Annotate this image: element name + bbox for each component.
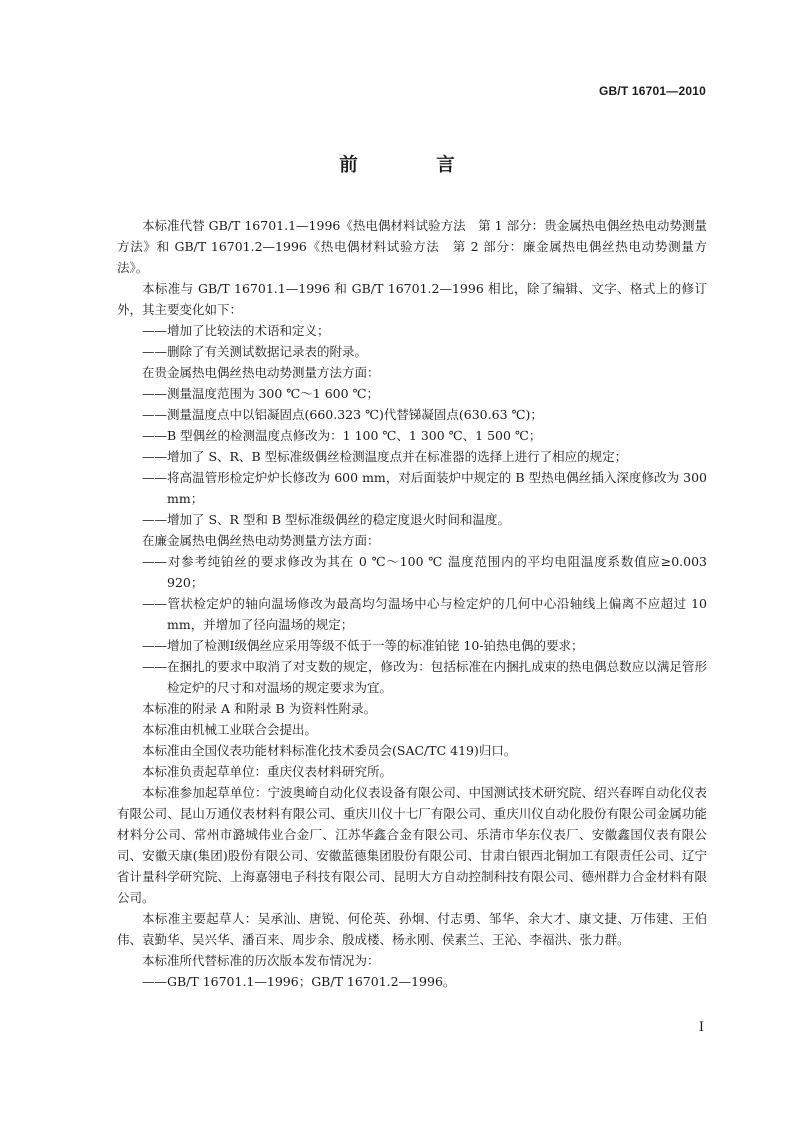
dash-bullet: ——: [142, 428, 167, 443]
dash-bullet: ——: [142, 407, 167, 422]
paragraph-text: 在贵金属热电偶丝热电动势测量方法方面：: [142, 365, 380, 380]
paragraph-text: B 型偶丝的检测温度点修改为：1 100 ℃、1 300 ℃、1 500 ℃；: [167, 428, 542, 443]
dash-bullet: ——: [142, 323, 167, 338]
list-item: [142, 467, 707, 509]
dash-bullet: ——: [142, 554, 167, 569]
paragraph-text: 增加了 S、R、B 型标准级偶丝检测温度点并在标准器的选择上进行了相应的规定；: [167, 449, 628, 464]
paragraph: [117, 530, 707, 551]
document-body: [117, 215, 707, 992]
paragraph-text: 将高温管形检定炉炉长修改为 600 mm，对后面装炉中规定的 B 型热电偶丝插入深度修改为 300 mm；: [167, 470, 707, 506]
paragraph: [117, 740, 707, 761]
paragraph-text: 删除了有关测试数据记录表的附录。: [167, 344, 368, 359]
paragraph: [117, 278, 707, 320]
paragraph-text: 增加了检测Ⅰ级偶丝应采用等级不低于一等的标准铂铑 10-铂热电偶的要求；: [167, 638, 584, 653]
paragraph-text: 本标准与 GB/T 16701.1—1996 和 GB/T 16701.2—1996 相比，除了编辑、文字、格式上的修订外，其主要变化如下：: [117, 281, 707, 317]
list-item: [142, 509, 707, 530]
paragraph-text: 本标准代替 GB/T 16701.1—1996《热电偶材料试验方法 第 1 部分：贵金属热电偶丝热电动势测量方法》和 GB/T 16701.2—1996《热电偶材料试验方法 第 2 部分：廉金属热电偶丝热电动势测量方法》。: [117, 218, 707, 275]
standard-number: GB/T 16701—2010: [598, 84, 706, 98]
paragraph: [117, 950, 707, 971]
dash-bullet: ——: [142, 638, 167, 653]
list-item: [142, 635, 707, 656]
paragraph-text: 在廉金属热电偶丝热电动势测量方法方面：: [142, 533, 380, 548]
paragraph: [117, 719, 707, 740]
dash-bullet: ——: [142, 344, 167, 359]
list-item: [142, 341, 707, 362]
paragraph-text: 本标准参加起草单位：宁波奥崎自动化仪表设备有限公司、中国测试技术研究院、绍兴春晖自动化仪表有限公司、昆山万通仪表材料有限公司、重庆川仪十七厂有限公司、重庆川仪自动化股份有限公司金属功能材料分公司、常州市潞城伟业合金厂、江苏华鑫合金有限公司、乐清市华东仪表厂、安徽鑫国仪表有限公司、安徽天康(集团)股份有限公司、安徽蓝德集团股份有限公司、甘肃白银西北铜加工有限责任公司、辽宁省计量科学研究院、上海嘉翎电子科技有限公司、昆明大方自动控制科技有限公司、德州群力合金材料有限公司。: [117, 785, 707, 905]
list-item: [142, 656, 707, 698]
paragraph: [117, 761, 707, 782]
list-item: [142, 404, 707, 425]
list-item: [142, 383, 707, 404]
dash-bullet: ——: [142, 386, 167, 401]
list-item: [142, 320, 707, 341]
dash-bullet: ——: [142, 512, 167, 527]
paragraph: [117, 782, 707, 908]
paragraph: [117, 215, 707, 278]
list-item: [142, 593, 707, 635]
paragraph-text: 测量温度点中以铝凝固点(660.323 ℃)代替锑凝固点(630.63 ℃)；: [167, 407, 543, 422]
list-item: [142, 551, 707, 593]
list-item: [142, 446, 707, 467]
list-item: [142, 971, 707, 992]
paragraph-text: 本标准主要起草人：吴承汕、唐锐、何伦英、孙炯、付志勇、邹华、余大才、康文捷、万伟建、王伯伟、袁勤华、吴兴华、潘百来、周步余、殷成楼、杨永刚、侯素兰、王沁、李福洪、张力群。: [117, 911, 707, 947]
paragraph-text: 本标准所代替标准的历次版本发布情况为：: [142, 953, 380, 968]
paragraph-text: 本标准负责起草单位：重庆仪表材料研究所。: [142, 764, 393, 779]
paragraph-text: 增加了比较法的术语和定义；: [167, 323, 330, 338]
paragraph-text: 在捆扎的要求中取消了对支数的规定，修改为：包括标准在内捆扎成束的热电偶总数应以满足管形检定炉的尺寸和对温场的规定要求为宜。: [167, 659, 707, 695]
page-number: Ⅰ: [698, 1020, 704, 1035]
paragraph-text: GB/T 16701.1—1996；GB/T 16701.2—1996。: [167, 974, 456, 989]
list-item: [142, 425, 707, 446]
paragraph: [117, 698, 707, 719]
paragraph-text: 对参考纯铂丝的要求修改为其在 0 ℃～100 ℃ 温度范围内的平均电阻温度系数值应≥0.003 920；: [167, 554, 707, 590]
paragraph-text: 本标准由机械工业联合会提出。: [142, 722, 318, 737]
dash-bullet: ——: [142, 974, 167, 989]
paragraph-text: 增加了 S、R 型和 B 型标准级偶丝的稳定度退火时间和温度。: [167, 512, 511, 527]
paragraph-text: 管状检定炉的轴向温场修改为最高均匀温场中心与检定炉的几何中心沿轴线上偏离不应超过 10 mm，并增加了径向温场的规定；: [167, 596, 707, 632]
dash-bullet: ——: [142, 470, 167, 485]
paragraph-text: 本标准由全国仪表功能材料标准化技术委员会(SAC/TC 419)归口。: [142, 743, 517, 758]
dash-bullet: ——: [142, 659, 167, 674]
paragraph: [117, 362, 707, 383]
paragraph-text: 本标准的附录 A 和附录 B 为资料性附录。: [142, 701, 377, 716]
paragraph-text: 测量温度范围为 300 ℃～1 600 ℃；: [167, 386, 380, 401]
page-title: 前 言: [339, 155, 485, 176]
paragraph: [117, 908, 707, 950]
dash-bullet: ——: [142, 449, 167, 464]
dash-bullet: ——: [142, 596, 167, 611]
